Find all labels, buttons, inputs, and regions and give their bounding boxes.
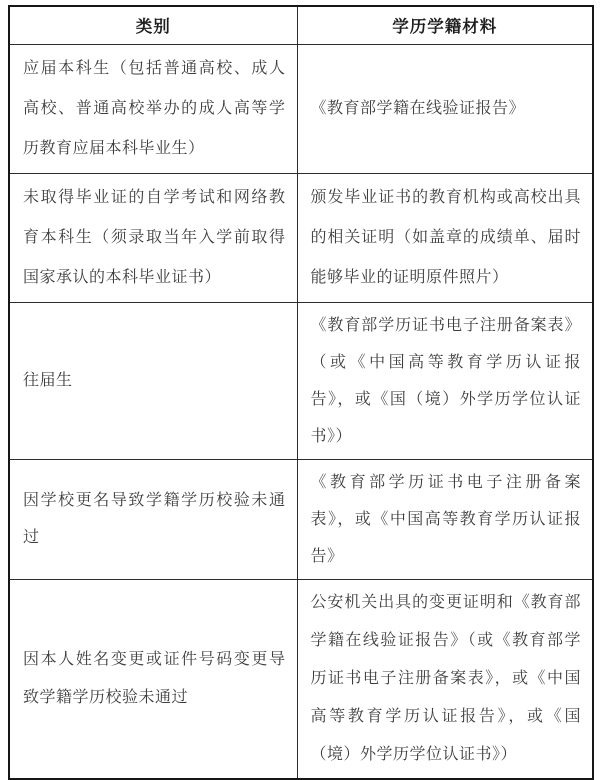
- header-category: 类别: [9, 6, 297, 44]
- materials-text: 《教育部学籍在线验证报告》: [310, 99, 526, 117]
- materials-cell: [297, 302, 593, 459]
- table-row: [9, 44, 593, 173]
- materials-cell: [297, 44, 593, 173]
- table-row: [9, 173, 593, 302]
- category-text: 因本人姓名变更或证件号码变更导致学籍学历校验未通过: [23, 650, 286, 706]
- materials-text: 公安机关出具的变更证明和《教育部学籍在线验证报告》（或《教育部学历证书电子注册备案表》，或《中国高等教育学历认证报告》，或《国（境）外学历学位认证书》）: [310, 593, 581, 763]
- materials-cell: [297, 459, 593, 579]
- category-cell: [9, 173, 297, 302]
- table-row: [9, 459, 593, 579]
- materials-text: 颁发毕业证书的教育机构或高校出具的相关证明（如盖章的成绩单、届时能够毕业的证明原件照片）: [310, 188, 581, 286]
- materials-cell: [297, 579, 593, 779]
- category-cell: [9, 579, 297, 779]
- materials-cell: [297, 173, 593, 302]
- category-text: 应届本科生（包括普通高校、成人高校、普通高校举办的成人高等学历教育应届本科毕业生）: [23, 59, 286, 157]
- header-materials: 学历学籍材料: [297, 6, 593, 44]
- table-row: [9, 302, 593, 459]
- category-cell: [9, 459, 297, 579]
- category-text: 往届生: [23, 372, 73, 389]
- credentials-table-container: [8, 5, 594, 780]
- table-row: [9, 579, 593, 779]
- category-cell: [9, 44, 297, 173]
- header-row: [9, 6, 593, 44]
- category-text: 因学校更名导致学籍学历校验未通过: [23, 492, 286, 546]
- category-cell: [9, 302, 297, 459]
- credentials-table: [8, 5, 594, 780]
- category-text: 未取得毕业证的自学考试和网络教育本科生（须录取当年入学前取得国家承认的本科毕业证书）: [23, 188, 286, 286]
- materials-text: 《教育部学历证书电子注册备案表》（或《中国高等教育学历认证报告》，或《国（境）外学历学位认证书》）: [310, 316, 581, 445]
- materials-text: 《教育部学历证书电子注册备案表》，或《中国高等教育学历认证报告》: [310, 473, 581, 565]
